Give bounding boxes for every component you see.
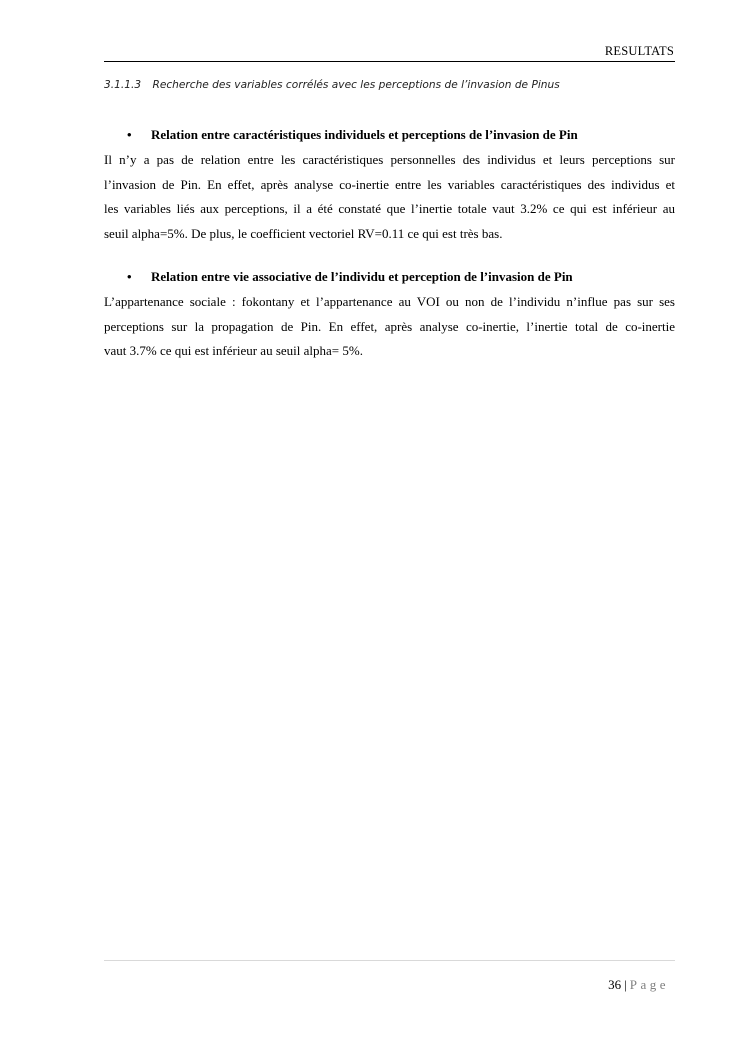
bullet-icon: • (127, 269, 132, 284)
subsection-title: Recherche des variables corrélés avec les perceptions de l’invasion de Pinus (152, 79, 560, 91)
running-header: RESULTATS (604, 44, 674, 58)
footer-divider (104, 960, 675, 961)
header-divider (104, 61, 675, 62)
subsection-number: 3.1.1.3 (104, 79, 142, 91)
paragraph-line: vaut 3.7% ce qui est inférieur au seuil alpha= 5%. (104, 343, 363, 358)
section-heading-associative (127, 269, 573, 285)
paragraph-individual (104, 148, 675, 246)
paragraph-line: L’appartenance sociale : fokontany et l’appartenance au VOI ou non de l’individu n’influe pas sur ses (104, 294, 675, 309)
paragraph-line: seuil alpha=5%. De plus, le coefficient vectoriel RV=0.11 ce qui est très bas. (104, 225, 503, 241)
paragraph-line: l’invasion de Pin. En effet, après analyse co-inertie entre les variables caractéristiques des individus et (104, 176, 675, 192)
section-heading-individual (127, 127, 578, 143)
page-label: Page (629, 977, 669, 992)
subsection-heading (104, 79, 560, 91)
footer-separator: | (624, 977, 627, 992)
paragraph-line: Il n’y a pas de relation entre les caractéristiques personnelles des individus et leurs perceptions sur (104, 152, 675, 167)
section-heading-text: Relation entre vie associative de l’individu et perception de l’invasion de Pin (151, 269, 573, 284)
section-heading-text: Relation entre caractéristiques individuels et perceptions de l’invasion de Pin (151, 127, 578, 142)
page-number: 36 (608, 977, 622, 992)
paragraph-line: les variables liés aux perceptions, il a été constaté que l’inertie totale vaut 3.2% ce qui est inférieur au (104, 201, 675, 216)
bullet-icon: • (127, 127, 132, 142)
paragraph-associative (104, 290, 675, 364)
paragraph-line: perceptions sur la propagation de Pin. En effet, après analyse co-inertie, l’inertie total de co-inertie (104, 318, 675, 334)
page-footer (608, 977, 669, 993)
